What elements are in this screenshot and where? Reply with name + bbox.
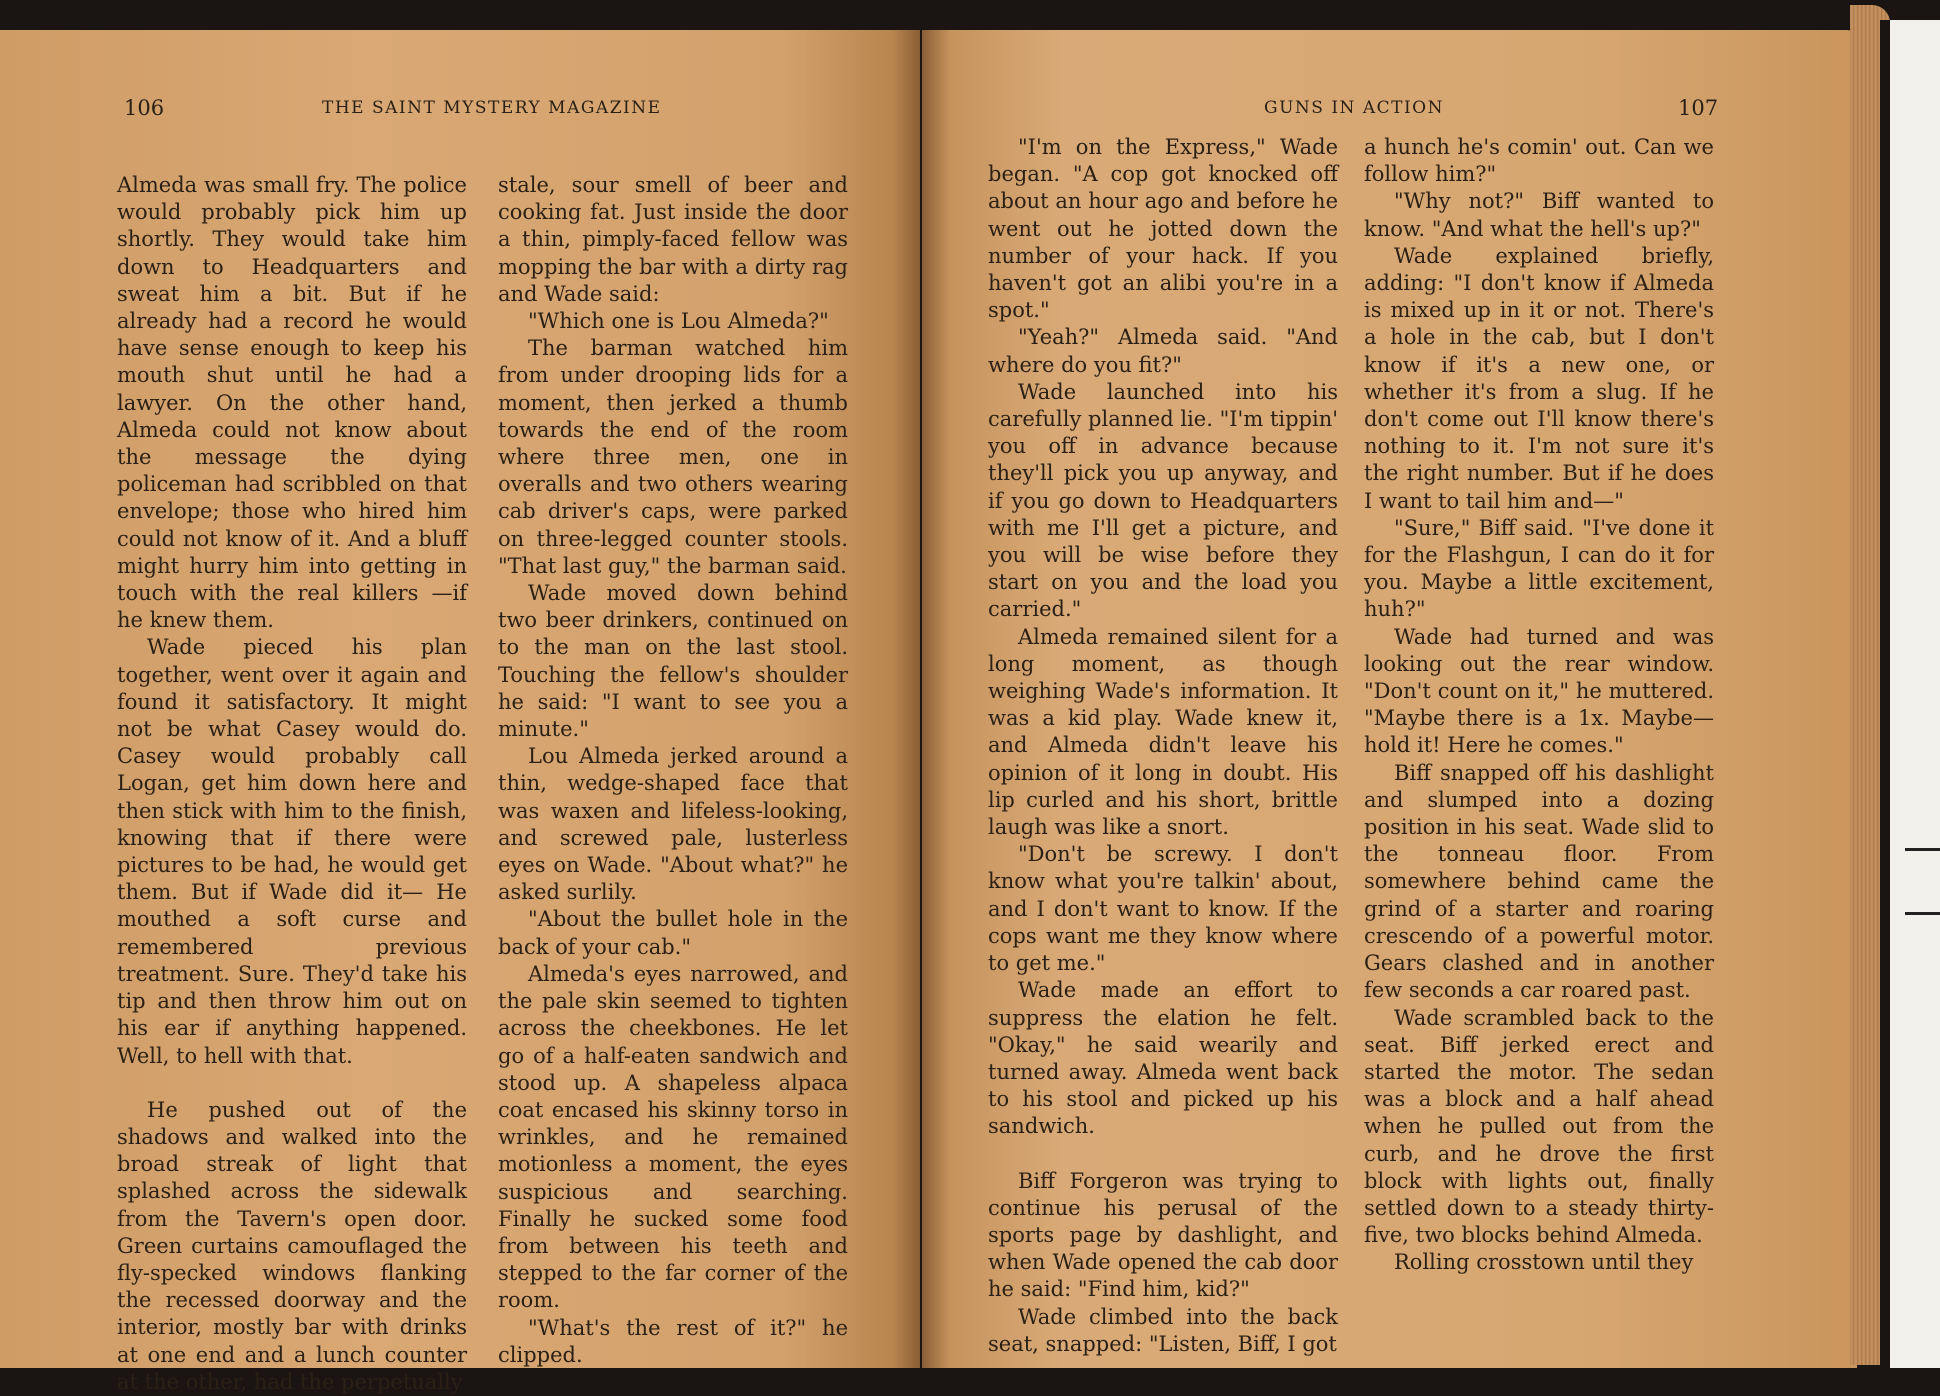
paragraph: a hunch he's comin' out. Can we follow him?": [1364, 135, 1714, 187]
paragraph: Almeda's eyes narrowed, and the pale skin seemed to tighten across the cheekbones. He let go of a half-eaten sandwich and stood up. A shapeless alpaca coat encased his skinny torso in wrinkles, and he remained motionless a moment, the eyes suspicious and searching. Finally he sucked some food from between his teeth and stepped to the far corner of the room.: [498, 961, 848, 1313]
paragraph: The barman watched him from under drooping lids for a moment, then jerked a thumb towards the end of the room where three men, one in overalls and two others wearing cab driver's caps, were parked on three-legged counter stools. "That last guy," the barman said.: [498, 336, 848, 578]
page-number-right: 107: [1678, 96, 1719, 120]
paragraph: "Sure," Biff said. "I've done it for the Flashgun, I can do it for you. Maybe a little excitement, huh?": [1364, 515, 1714, 622]
paragraph: "About the bullet hole in the back of your cab.": [498, 907, 848, 959]
paragraph: He pushed out of the shadows and walked into the broad streak of light that splashed across the sidewalk from the Tavern's open door. Green curtains camouflaged the fly-specked windows flanking the recessed doorway and the interior, mostly bar with drinks at one end and a lunch counter at the other, had the perpetually: [117, 1097, 467, 1394]
paragraph: "Don't be screwy. I don't know what you're talkin' about, and I don't want to know. If the cops want me they know where to get me.": [988, 842, 1338, 976]
paragraph: "Yeah?" Almeda said. "And where do you fit?": [988, 325, 1338, 377]
backing-shadow: [1880, 20, 1890, 1368]
running-head-left: THE SAINT MYSTERY MAGAZINE: [322, 98, 662, 118]
paragraph: Wade moved down behind two beer drinkers, continued on to the man on the last stool. Touching the fellow's shoulder he said: "I want to see you a minute.": [498, 581, 848, 742]
right-column-2: [1364, 134, 1714, 1277]
scale-mark: [1905, 848, 1940, 851]
paragraph: "Why not?" Biff wanted to know. "And what the hell's up?": [1364, 189, 1714, 241]
paragraph: Wade explained briefly, adding: "I don't know if Almeda is mixed up in it or not. There's a hole in the cab, but I don't know if it's a new one, or whether it's from a slug. If he don't come out I'll know there's nothing to it. I'm not sure it's the right number. But if he does I want to tail him and—": [1364, 243, 1714, 513]
page-number-left: 106: [124, 96, 165, 120]
paragraph: Almeda was small fry. The police would probably pick him up shortly. They would take him down to Headquarters and sweat him a bit. But if he already had a record he would have sense enough to keep his mouth shut until he had a lawyer. On the other hand, Almeda could not know about the message the dying policeman had scribbled on that envelope; those who hired him could not know of it. And a bluff might hurry him into getting in touch with the real killers —if he knew them.: [117, 173, 467, 633]
left-page: [0, 30, 920, 1394]
paragraph: stale, sour smell of beer and cooking fat. Just inside the door a thin, pimply-faced fellow was mopping the bar with a dirty rag and Wade said:: [498, 173, 848, 306]
right-column-1: [988, 134, 1338, 1358]
left-column-2: [498, 172, 848, 1369]
running-head-right: GUNS IN ACTION: [1264, 98, 1444, 118]
paragraph: Lou Almeda jerked around a thin, wedge-shaped face that was waxen and lifeless-looking, and screwed pale, lusterless eyes on Wade. "About what?" he asked surlily.: [498, 744, 848, 905]
paragraph: Almeda remained silent for a long moment, as though weighing Wade's information. It was a kid play. Wade knew it, and Almeda didn't leave his opinion of it long in doubt. His lip curled and his short, brittle laugh was like a snort.: [988, 624, 1338, 840]
paragraph: Wade had turned and was looking out the rear window. "Don't count on it," he muttered. "Maybe there is a 1x. Maybe—hold it! Here he comes.": [1364, 624, 1714, 758]
paragraph: Wade launched into his carefully planned lie. "I'm tippin' you off in advance because they'll pick you up anyway, and if you go down to Headquarters with me I'll get a picture, and you will be wise before they start on you and the load you carried.": [988, 379, 1338, 622]
paragraph: Biff Forgeron was trying to continue his perusal of the sports page by dashlight, and when Wade opened the cab door he said: "Find him, kid?": [988, 1168, 1338, 1302]
paragraph: Wade scrambled back to the seat. Biff jerked erect and started the motor. The sedan was a block and a half ahead when he pulled out from the curb, and he drove the first block with lights out, finally settled down to a steady thirty-five, two blocks behind Almeda.: [1364, 1005, 1714, 1248]
paragraph: Wade climbed into the back seat, snapped: "Listen, Biff, I got: [988, 1304, 1338, 1356]
paragraph: Wade pieced his plan together, went over it again and found it satisfactory. It might not be what Casey would do. Casey would probably call Logan, get him down here and then stick with him to the finish, knowing that if there were pictures to be had, he would get them. But if Wade did it— He mouthed a soft curse and remembered previous treatment. Sure. They'd take his tip and then throw him out on his ear if anything happened. Well, to hell with that.: [117, 635, 467, 1068]
paragraph: Wade made an effort to suppress the elation he felt. "Okay," he said wearily and turned away. Almeda went back to his stool and picked up his sandwich.: [988, 978, 1338, 1139]
paragraph: "What's the rest of it?" he clipped.: [498, 1315, 848, 1367]
left-column-1: [117, 172, 467, 1396]
paragraph: "I'm on the Express," Wade began. "A cop got knocked off about an hour ago and before he went out he jotted down the number of your hack. If you haven't got an alibi you're in a spot.": [988, 135, 1338, 323]
paragraph: "Which one is Lou Almeda?": [528, 309, 829, 334]
scale-mark: [1905, 912, 1940, 915]
paragraph: Biff snapped off his dashlight and slumped into a dozing position in his seat. Wade slid to the tonneau floor. From somewhere behind came the grind of a starter and roaring crescendo of a powerful motor. Gears clashed and in another few seconds a car roared past.: [1364, 760, 1714, 1003]
paragraph: Rolling crosstown until they: [1394, 1250, 1694, 1275]
right-page: [922, 30, 1857, 1368]
